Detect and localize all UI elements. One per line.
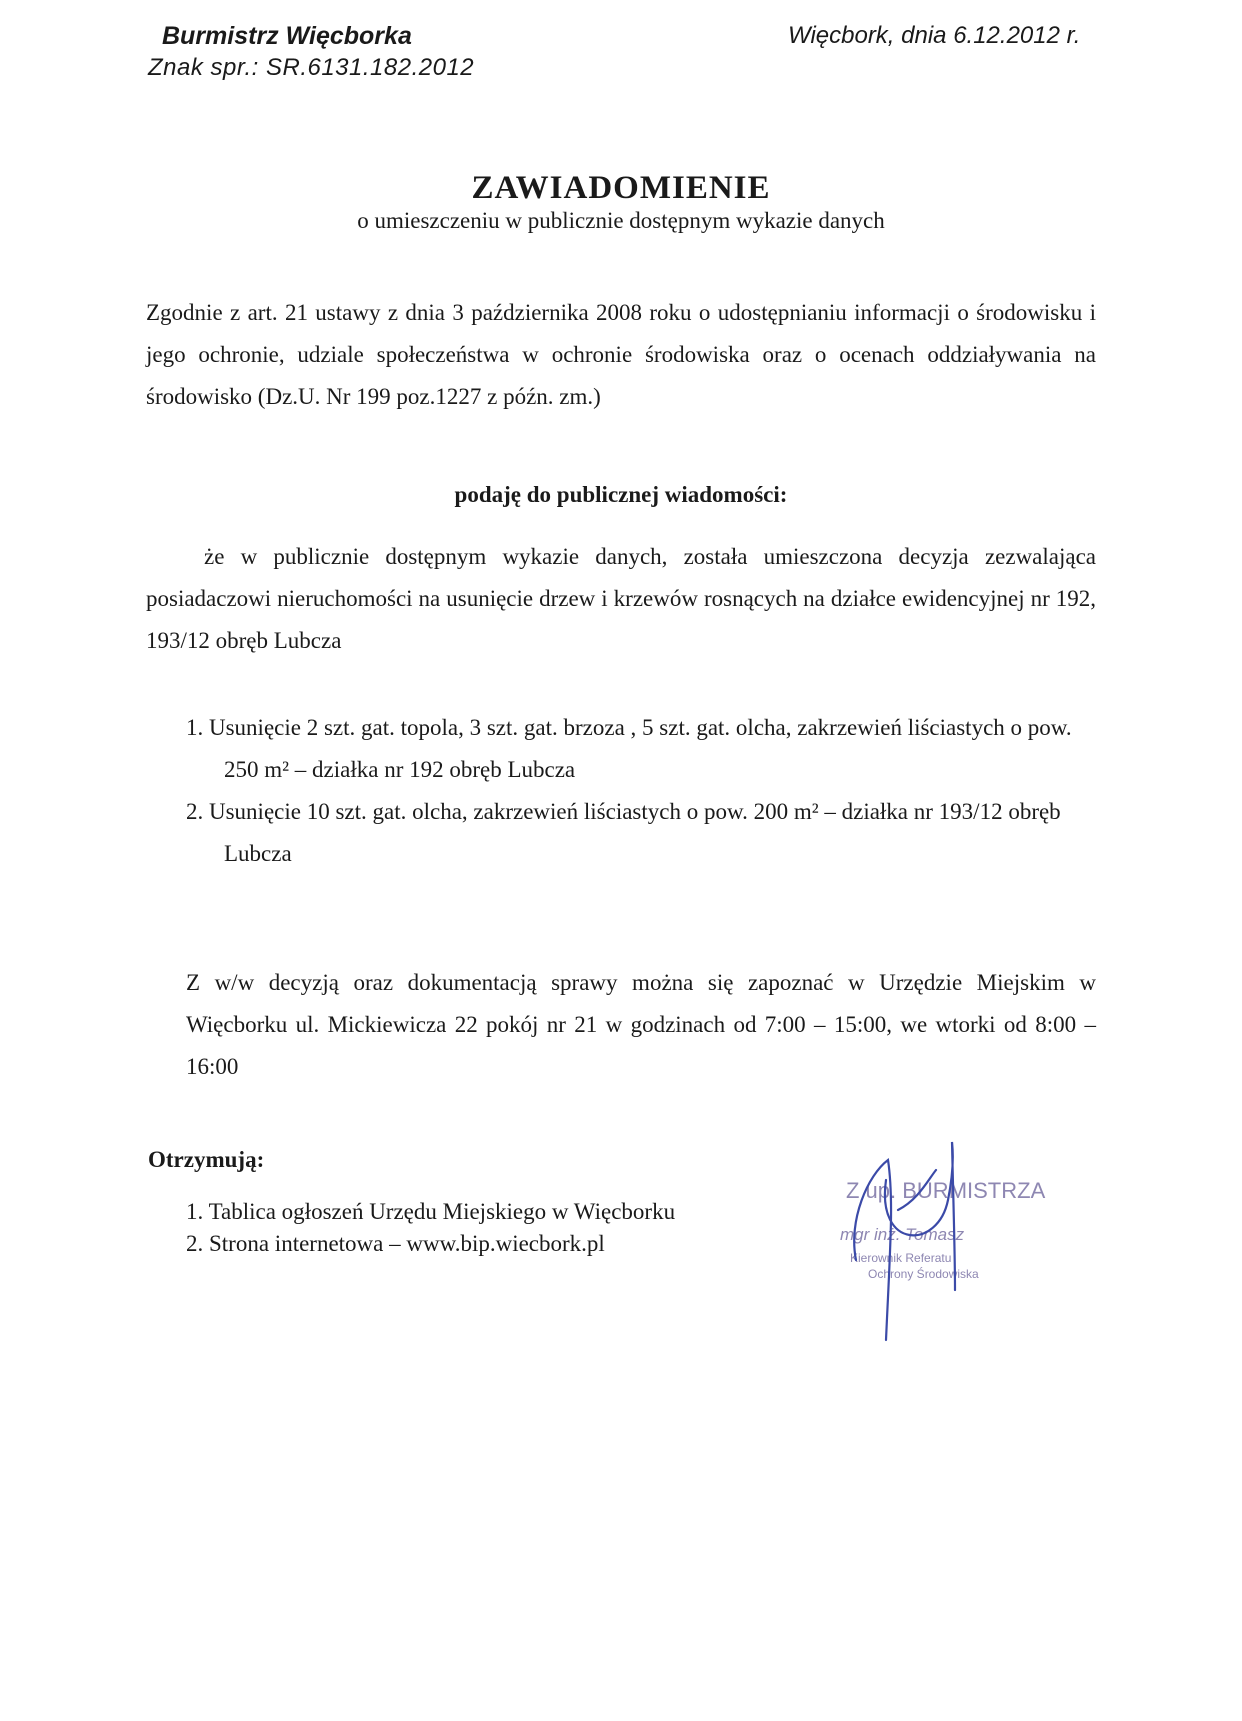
list-item: 1. Tablica ogłoszeń Urzędu Miejskiego w Więcborku [186,1199,676,1224]
stamp-line: mgr inż. Tomasz [840,1225,965,1244]
office-info-paragraph: Z w/w decyzją oraz dokumentacją sprawy można się zapoznać w Urzędzie Miejskim w Więcborku ul. Mickiewicza 22 pokój nr 21 w godzinach od 7:00 – 15:00, we wtorki od 8:00 – 16:00 [186,970,1096,1079]
document-subtitle: o umieszczeniu w publicznie dostępnym wykazie danych [357,208,885,233]
recipients-heading: Otrzymują: [148,1147,265,1172]
recipients-list [186,1196,675,1260]
place-and-date: Więcbork, dnia 6.12.2012 r. [788,22,1081,49]
list-item: 1. Usunięcie 2 szt. gat. topola, 3 szt. gat. brzoza , 5 szt. gat. olcha, zakrzewień liściastych o pow. 250 m² – działka nr 192 obręb Lubcza [186,715,1072,782]
stamp-line: Ochrony Środowiska [868,1267,979,1281]
issuing-authority: Burmistrz Więcborka [162,22,412,50]
list-item: 2. Strona internetowa – www.bip.wiecbork.pl [186,1231,605,1256]
document-title: ZAWIADOMIENIE [471,170,771,206]
reference-number: Znak spr.: SR.6131.182.2012 [148,54,475,81]
official-stamp [828,1140,1088,1350]
stamp-line: Z up. BURMISTRZA [846,1178,1046,1203]
decision-paragraph: że w publicznie dostępnym wykazie danych, została umieszczona decyzja zezwalająca posiadaczowi nieruchomości na usunięcie drzew i krzewów rosnących na działce ewidencyjnej nr 192, 193/12 obręb Lubcza [146,544,1096,653]
legal-basis-paragraph: Zgodnie z art. 21 ustawy z dnia 3 października 2008 roku o udostępnianiu informacji o środowisku i jego ochronie, udziale społeczeństwa w ochronie środowiska oraz o ocenach oddziaływania na środowisko (Dz.U. Nr 199 poz.1227 z późn. zm.) [146,300,1096,409]
stamp-and-signature [828,1140,1088,1350]
announcement-heading: podaję do publicznej wiadomości: [454,482,788,507]
removal-list [186,707,1106,875]
list-item: 2. Usunięcie 10 szt. gat. olcha, zakrzewień liściastych o pow. 200 m² – działka nr 193/12 obręb Lubcza [186,799,1061,866]
stamp-line: Kierownik Referatu [850,1251,952,1265]
